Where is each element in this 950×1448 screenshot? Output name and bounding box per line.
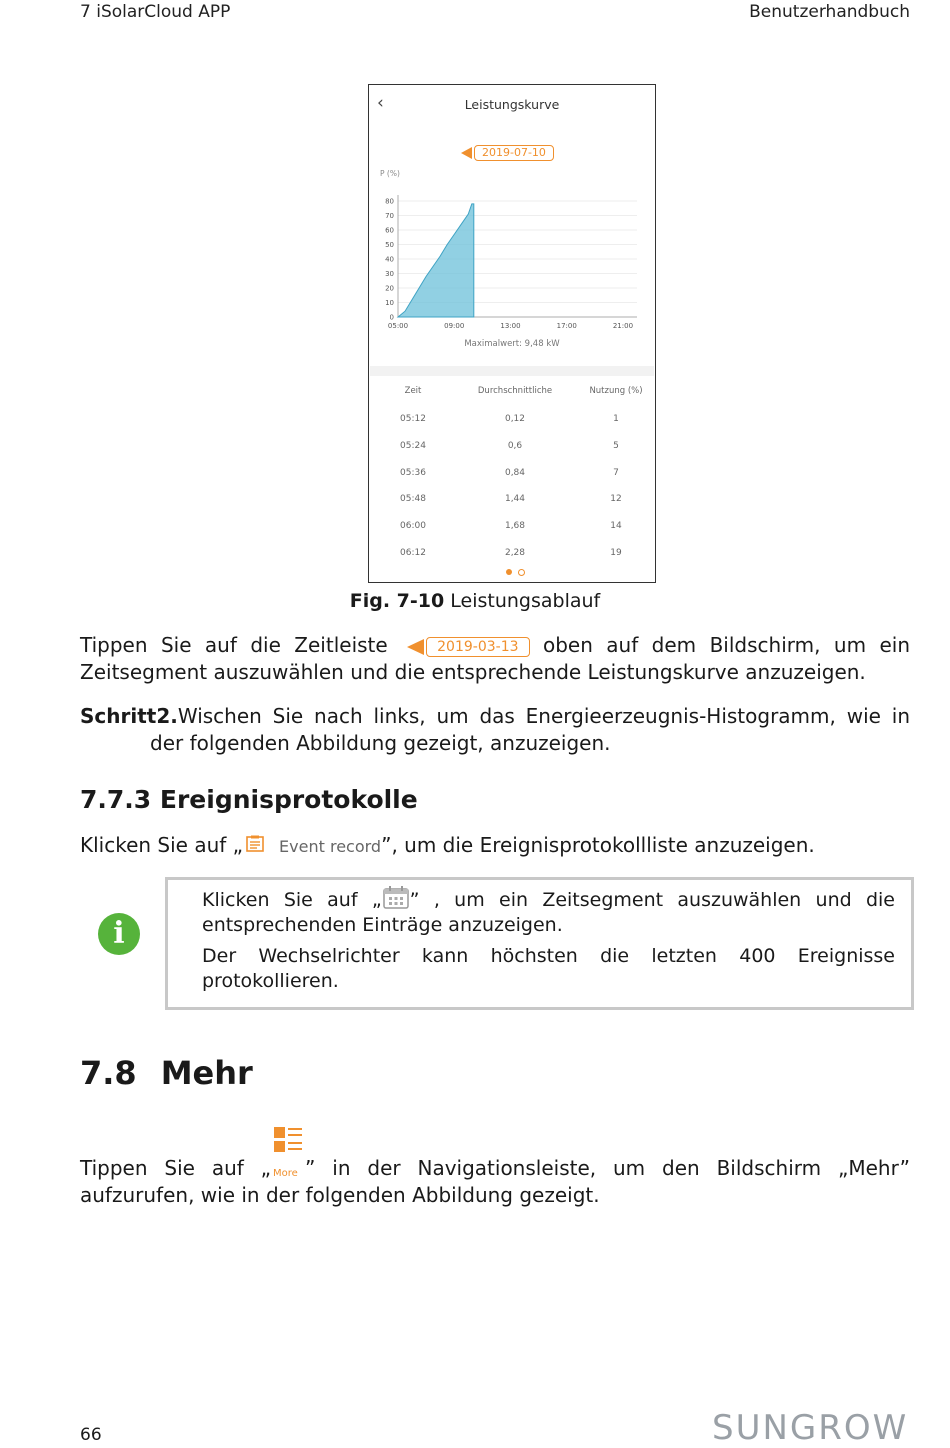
inline-date-pill: 2019-03-13 [426, 637, 529, 657]
step-text: Wischen Sie nach links, um das Energieerzeugnis-Histogramm, wie in der folgenden Abbildung gezeigt, anzuzeigen. [150, 704, 910, 755]
x-tick-label: 21:00 [612, 322, 634, 330]
event-record-label: Event record [279, 837, 382, 856]
step-2 [80, 703, 910, 757]
page-indicator[interactable] [518, 569, 525, 576]
paragraph-text: ”, um die Ereignisprotokollliste anzuzeigen. [381, 833, 815, 857]
info-icon: i [98, 913, 140, 955]
x-tick-label: 13:00 [500, 322, 521, 330]
table-cell: 0,84 [504, 467, 526, 478]
section-heading-7-7-3: 7.7.3 Ereignisprotokolle [80, 785, 418, 814]
paragraph-text: oben auf dem Bildschirm, um ein Zeitsegment auszuwählen und die entsprechende Leistungskurve anzuzeigen. [80, 633, 911, 684]
y-tick-label: 10 [385, 299, 394, 307]
date-value: 2019-07-10 [474, 145, 554, 161]
y-tick-label: 40 [385, 255, 394, 264]
paragraph-text: ” in der Navigationsleiste, um den Bildschirm „Mehr” aufzurufen, wie in der folgenden Abbildung gezeigt. [80, 1156, 910, 1207]
table-cell: 2,28 [504, 548, 526, 558]
y-tick-label: 80 [385, 197, 394, 206]
table-cell: 14 [610, 521, 622, 532]
section-divider [370, 366, 654, 376]
section-title: Mehr [160, 1054, 253, 1092]
y-unit-label: P (%) [380, 169, 400, 178]
paragraph-more [80, 1155, 910, 1209]
table-cell: 7 [613, 467, 619, 478]
y-tick-label: 70 [385, 212, 394, 220]
table-cell: 05:36 [400, 467, 426, 478]
table-header-average: Durchschnittliche [477, 386, 553, 396]
paragraph-timeline [80, 632, 910, 686]
table-cell: 06:12 [400, 548, 426, 558]
screen-title: Leistungskurve [464, 97, 560, 112]
series-area [398, 204, 474, 317]
x-tick-label: 17:00 [556, 322, 577, 330]
paragraph-text: Klicken Sie auf „ [80, 833, 244, 857]
app-screenshot [368, 84, 656, 583]
table-cell: 12 [610, 494, 622, 505]
y-tick-label: 50 [385, 241, 394, 249]
x-tick-label: 09:00 [444, 322, 465, 330]
calendar-icon [382, 885, 410, 909]
more-label: More [273, 1168, 298, 1179]
more-grid-icon [274, 1127, 304, 1153]
paragraph-text: Tippen Sie auf die Zeitleiste [80, 633, 388, 657]
table-cell: 1,68 [504, 521, 526, 532]
table-cell: 1,44 [504, 494, 526, 505]
table-cell: 19 [610, 548, 622, 558]
figure-title: Leistungsablauf [450, 590, 601, 612]
table-header-usage: Nutzung (%) [589, 386, 643, 396]
power-curve-chart [369, 85, 655, 345]
paragraph-event-record [80, 832, 910, 860]
table-cell: 5 [613, 440, 619, 451]
y-tick-label: 20 [385, 284, 394, 293]
y-tick-label: 30 [385, 270, 394, 278]
running-header-left: 7 iSolarCloud APP [80, 2, 231, 22]
note-text: ” , um ein Zeitsegment auszuwählen und die entsprechenden Einträge anzuzeigen. [202, 889, 895, 936]
note-text: Klicken Sie auf „ [202, 889, 382, 911]
page-indicator-active[interactable] [506, 569, 512, 575]
table-cell: 06:00 [400, 521, 426, 532]
previous-day-icon [407, 639, 424, 655]
table-header-time: Zeit [404, 386, 422, 396]
table-cell: 05:24 [400, 440, 426, 451]
note-line-2: Der Wechselrichter kann höchsten die letzten 400 Ereignisse protokollieren. [202, 945, 895, 992]
event-record-icon [245, 835, 265, 853]
table-cell: 0,12 [504, 414, 526, 424]
y-tick-label: 60 [385, 226, 394, 235]
step-label: Schritt2. [80, 704, 178, 728]
note-line-1 [202, 885, 895, 938]
sungrow-logo: SUNGROW [712, 1408, 909, 1448]
figure-number: Fig. 7-10 [349, 590, 445, 612]
paragraph-text: Tippen Sie auf „ [80, 1156, 272, 1180]
table-cell: 05:48 [400, 494, 426, 505]
running-header-right: Benutzerhandbuch [749, 2, 910, 22]
table-cell: 0,6 [507, 440, 523, 451]
max-value-label: Maximalwert: 9,48 kW [464, 339, 560, 349]
y-tick-label: 0 [389, 313, 394, 322]
more-icon [271, 1155, 305, 1179]
table-cell: 05:12 [400, 414, 426, 424]
x-tick-label: 05:00 [387, 322, 409, 330]
table-cell: 1 [613, 414, 619, 424]
figure-caption [0, 590, 950, 612]
page-number: 66 [80, 1425, 102, 1445]
section-heading-7-8 [80, 1054, 253, 1092]
back-icon[interactable]: ‹ [377, 93, 384, 113]
section-number: 7.8 [80, 1054, 137, 1092]
